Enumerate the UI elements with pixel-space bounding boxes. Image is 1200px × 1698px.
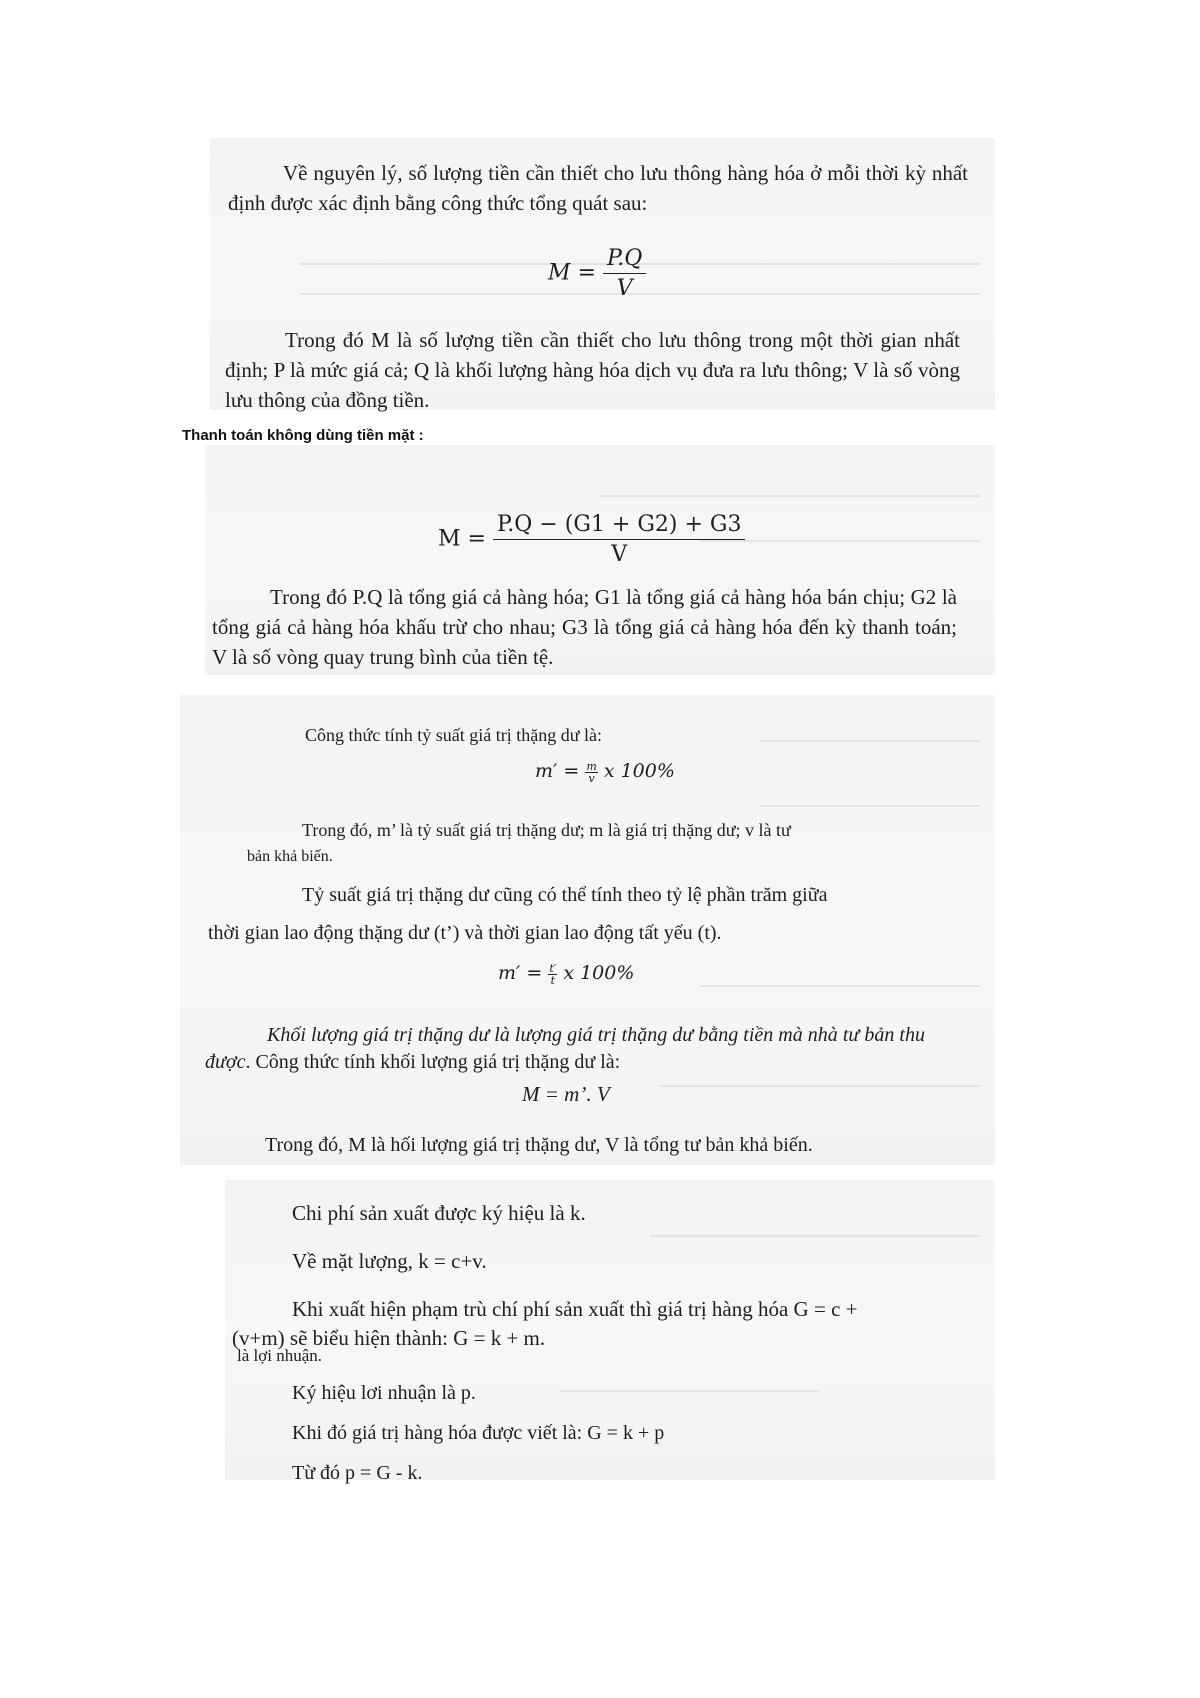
money-demand-formula [548, 246, 646, 301]
money-demand-explanation: Trong đó M là số lượng tiền cần thiết cho lưu thông trong một thời gian nhất định; P là mức giá cả; Q là khối lượng hàng hóa dịch vụ đưa ra lưu thông; V là số vòng lưu thông của đồng tiền. [225, 328, 960, 412]
surplus-time-formula [498, 962, 634, 986]
money-demand-intro: Về nguyên lý, số lượng tiền cần thiết cho lưu thông hàng hóa ở mỗi thời kỳ nhất định được xác định bằng công thức tổng quát sau: [228, 161, 968, 215]
formula-fraction [493, 512, 746, 567]
bleed-line [600, 495, 980, 497]
formula-rhs: x 100% [603, 760, 675, 782]
bleed-line [700, 985, 980, 987]
formula-fraction [585, 761, 597, 784]
profit-symbol-line: Ký hiệu lơi nhuận là p. [292, 1382, 476, 1404]
formula-numerator: m [586, 759, 597, 773]
surplus-ratio-text-cont: thời gian lao động thặng dư (t’) và thời gian lao động tất yếu (t). [208, 922, 722, 944]
surplus-rate-explanation-cont: bản khả biến. [247, 848, 333, 865]
formula-denominator: t [550, 973, 556, 987]
formula-denominator: V [616, 276, 633, 301]
bleed-line [560, 1390, 820, 1392]
surplus-rate-explanation: Trong đó, m’ là tỷ suất giá trị thặng dư; m là giá trị thặng dư; v là tư [302, 820, 791, 840]
cost-formula-line: Về mặt lượng, k = c+v. [292, 1249, 487, 1273]
surplus-rate-formula [535, 760, 675, 784]
bleed-line [660, 1085, 980, 1087]
bleed-line [760, 740, 980, 742]
profit-derivation-line: Từ đó p = G - k. [292, 1462, 423, 1484]
surplus-mass-explanation: Trong đó, M là hối lượng giá trị thặng dư, V là tổng tư bản khả biến. [265, 1134, 813, 1156]
formula-rhs: x 100% [563, 962, 635, 984]
surplus-mass-definition [205, 1022, 925, 1076]
value-formula-line-cont: (v+m) sẽ biểu hiện thành: G = k + m. [232, 1326, 546, 1350]
formula-fraction [603, 246, 646, 301]
formula-lhs: M = [548, 260, 596, 286]
value-formula-line: Khi xuất hiện phạm trù chí phí sản xuất thì giá trị hàng hóa G = c + [292, 1297, 858, 1321]
formula-numerator: P.Q [603, 246, 646, 274]
formula-numerator: t′ [549, 961, 557, 975]
bleed-line [760, 805, 980, 807]
formula-fraction [548, 963, 557, 986]
surplus-mass-formula: M = m’. V [522, 1082, 610, 1106]
surplus-rate-intro: Công thức tính tỷ suất giá trị thặng dư là: [305, 725, 602, 745]
definition-italic: Khối lượng giá trị thặng dư là lượng giá trị thặng dư bằng tiền mà nhà tư bản thu được [205, 1024, 925, 1073]
formula-denominator: V [611, 542, 628, 567]
cashless-explanation: Trong đó P.Q là tổng giá cả hàng hóa; G1 là tổng giá cả hàng hóa bán chịu; G2 là tổng giá cả hàng hóa khấu trừ cho nhau; G3 là tổng giá cả hàng hóa đến kỳ thanh toán; V là số vòng quay trung bình của tiền tệ. [212, 585, 957, 669]
bleed-line [650, 1235, 980, 1237]
cashless-formula [438, 512, 745, 567]
cost-symbol-line: Chi phí sản xuất được ký hiệu là k. [292, 1201, 586, 1225]
profit-fragment: là lợi nhuận. [237, 1346, 322, 1365]
section-heading: Thanh toán không dùng tiền mặt : [182, 427, 424, 444]
formula-lhs: m′ = [498, 962, 543, 984]
profit-value-line: Khi đó giá trị hàng hóa được viết là: G = k + p [292, 1422, 665, 1444]
surplus-ratio-text: Tỷ suất giá trị thặng dư cũng có thể tính theo tỷ lệ phần trăm giữa [302, 884, 828, 906]
formula-lhs: M = [438, 526, 486, 552]
formula-numerator: P.Q − (G1 + G2) + G3 [493, 512, 746, 540]
formula-lhs: m′ = [535, 760, 580, 782]
definition-plain: . Công thức tính khối lượng giá trị thặng dư là: [245, 1051, 621, 1073]
formula-denominator: v [588, 771, 595, 785]
